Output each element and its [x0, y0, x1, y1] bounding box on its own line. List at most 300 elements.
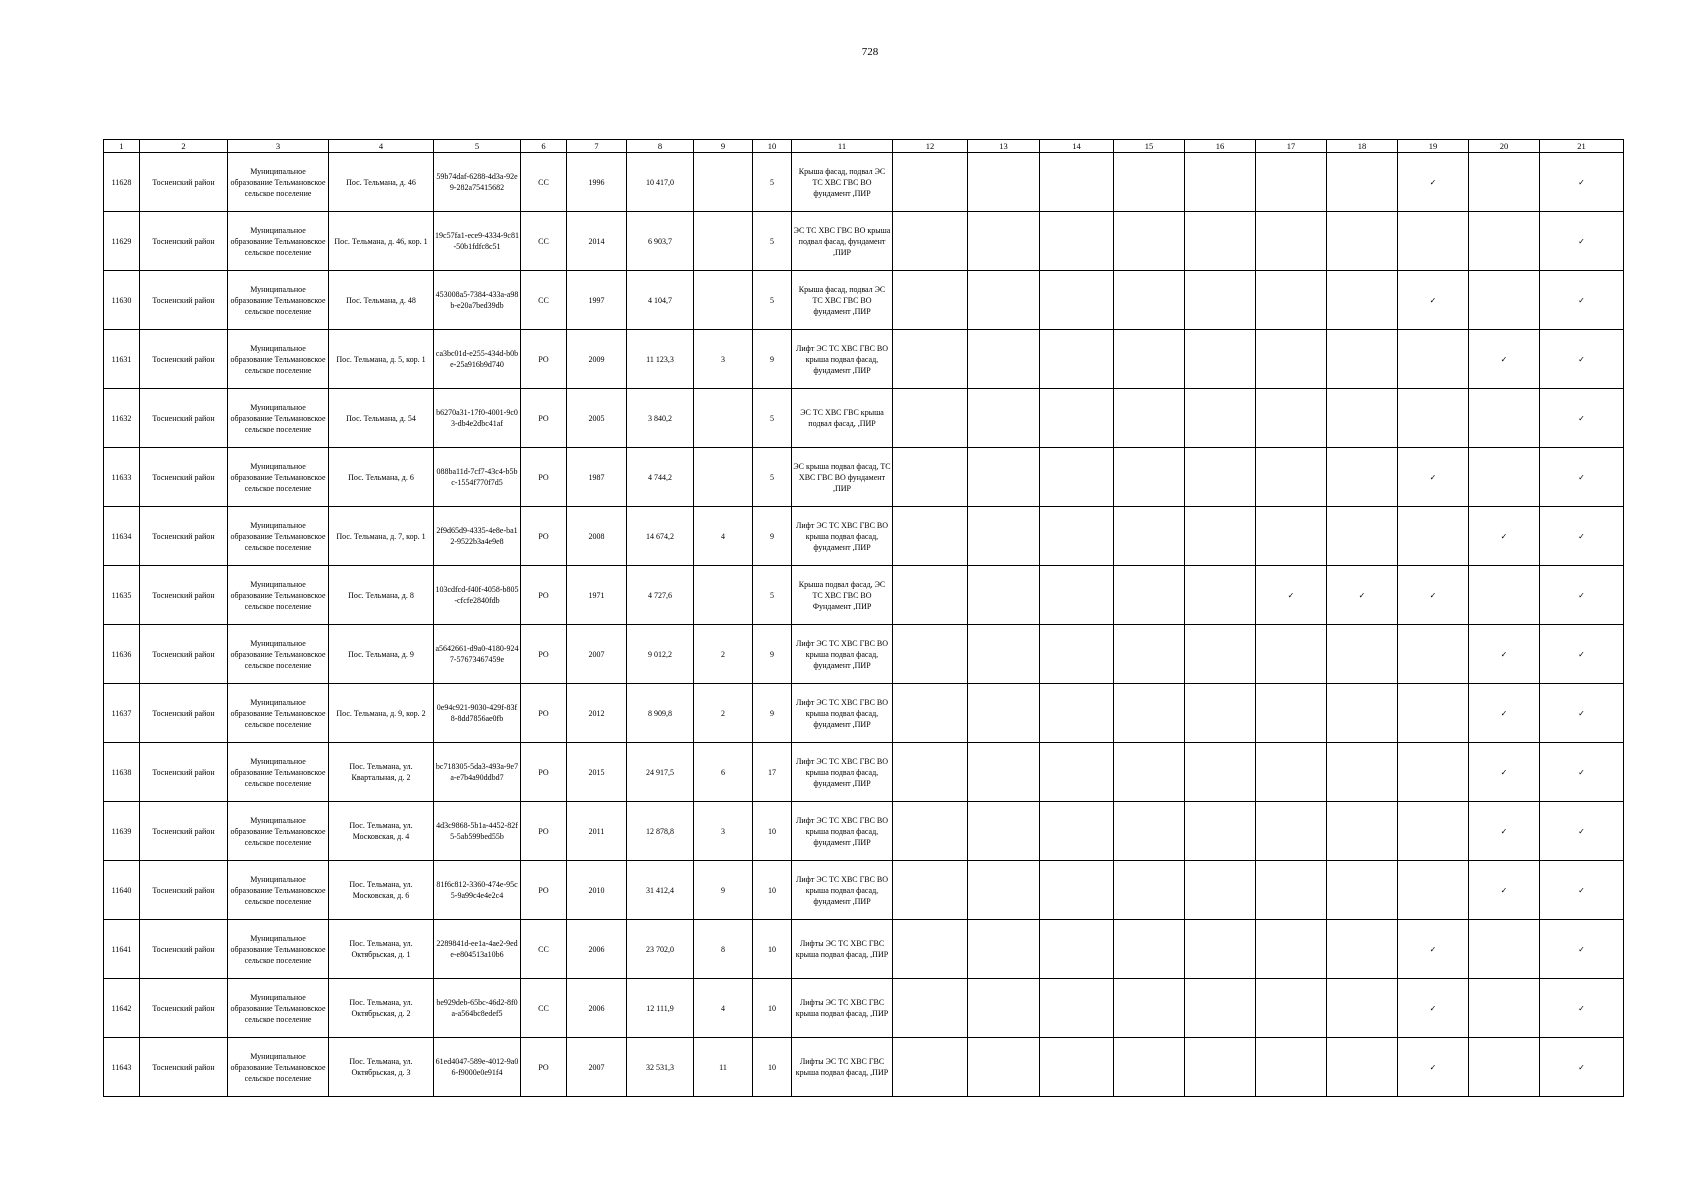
cell-col9 [694, 212, 753, 271]
cell-col20 [1469, 212, 1540, 271]
cell-col15 [1114, 684, 1185, 743]
cell-uid: 59b74daf-6288-4d3a-92e9-282a75415682 [434, 153, 521, 212]
cell-col14 [1040, 330, 1114, 389]
cell-col9: 6 [694, 743, 753, 802]
cell-col15 [1114, 566, 1185, 625]
check-mark-icon: ✓ [1540, 566, 1624, 625]
cell-col18 [1327, 743, 1398, 802]
cell-type: РО [521, 802, 567, 861]
cell-col14 [1040, 507, 1114, 566]
cell-col17 [1256, 271, 1327, 330]
cell-area: 6 903,7 [627, 212, 694, 271]
cell-type: РО [521, 330, 567, 389]
cell-address: Пос. Тельмана, д. 9 [329, 625, 434, 684]
cell-year: 1997 [567, 271, 627, 330]
cell-col20 [1469, 566, 1540, 625]
table-row [104, 684, 1624, 743]
cell-col14 [1040, 566, 1114, 625]
cell-col18 [1327, 153, 1398, 212]
cell-id: 11640 [104, 861, 140, 920]
cell-col15 [1114, 271, 1185, 330]
cell-col12 [893, 389, 968, 448]
cell-works: Лифт ЭС ТС ХВС ГВС ВО крыша подвал фасад, фундамент ,ПИР [792, 802, 893, 861]
cell-col16 [1185, 920, 1256, 979]
cell-municipality: Муниципальное образование Тельмановское сельское поселение [228, 448, 329, 507]
cell-col15 [1114, 861, 1185, 920]
cell-col17 [1256, 861, 1327, 920]
table-row [104, 1038, 1624, 1097]
cell-col13 [968, 625, 1040, 684]
cell-floors: 10 [753, 802, 792, 861]
cell-col14 [1040, 979, 1114, 1038]
cell-municipality: Муниципальное образование Тельмановское сельское поселение [228, 566, 329, 625]
cell-area: 12 878,8 [627, 802, 694, 861]
cell-col15 [1114, 507, 1185, 566]
cell-floors: 5 [753, 271, 792, 330]
cell-col17 [1256, 625, 1327, 684]
cell-id: 11638 [104, 743, 140, 802]
cell-works: ЭС ТС ХВС ГВС ВО крыша подвал фасад, фундамент ,ПИР [792, 212, 893, 271]
table-row [104, 743, 1624, 802]
cell-col19 [1398, 389, 1469, 448]
column-header: 7 [567, 140, 627, 153]
cell-area: 24 917,5 [627, 743, 694, 802]
cell-col9: 3 [694, 802, 753, 861]
cell-municipality: Муниципальное образование Тельмановское сельское поселение [228, 979, 329, 1038]
cell-floors: 17 [753, 743, 792, 802]
cell-floors: 9 [753, 330, 792, 389]
cell-uid: 61ed4047-589e-4012-9a06-f9000e0e91f4 [434, 1038, 521, 1097]
column-header: 13 [968, 140, 1040, 153]
cell-col13 [968, 212, 1040, 271]
cell-district: Тосненский район [140, 625, 228, 684]
cell-year: 1987 [567, 448, 627, 507]
cell-municipality: Муниципальное образование Тельмановское сельское поселение [228, 743, 329, 802]
cell-col18 [1327, 448, 1398, 507]
cell-floors: 5 [753, 389, 792, 448]
cell-col17 [1256, 920, 1327, 979]
cell-col14 [1040, 743, 1114, 802]
cell-col16 [1185, 448, 1256, 507]
cell-municipality: Муниципальное образование Тельмановское сельское поселение [228, 625, 329, 684]
column-header: 9 [694, 140, 753, 153]
cell-col20 [1469, 389, 1540, 448]
cell-works: Лифт ЭС ТС ХВС ГВС ВО крыша подвал фасад, фундамент ,ПИР [792, 743, 893, 802]
table-row [104, 979, 1624, 1038]
column-header: 8 [627, 140, 694, 153]
cell-col18 [1327, 625, 1398, 684]
cell-col20 [1469, 448, 1540, 507]
cell-district: Тосненский район [140, 448, 228, 507]
cell-col15 [1114, 330, 1185, 389]
cell-floors: 5 [753, 212, 792, 271]
cell-municipality: Муниципальное образование Тельмановское сельское поселение [228, 153, 329, 212]
cell-address: Пос. Тельмана, д. 7, кор. 1 [329, 507, 434, 566]
cell-type: РО [521, 389, 567, 448]
cell-col14 [1040, 389, 1114, 448]
table-row [104, 389, 1624, 448]
cell-col18 [1327, 389, 1398, 448]
cell-col9 [694, 566, 753, 625]
check-mark-icon: ✓ [1398, 566, 1469, 625]
cell-uid: a5642661-d9a0-4180-9247-57673467459e [434, 625, 521, 684]
cell-col13 [968, 684, 1040, 743]
cell-floors: 5 [753, 153, 792, 212]
cell-address: Пос. Тельмана, д. 46, кор. 1 [329, 212, 434, 271]
check-mark-icon: ✓ [1540, 448, 1624, 507]
cell-floors: 9 [753, 625, 792, 684]
cell-col20 [1469, 920, 1540, 979]
cell-address: Пос. Тельмана, д. 54 [329, 389, 434, 448]
cell-area: 14 674,2 [627, 507, 694, 566]
table-row [104, 802, 1624, 861]
cell-floors: 5 [753, 448, 792, 507]
column-header: 2 [140, 140, 228, 153]
cell-col16 [1185, 625, 1256, 684]
check-mark-icon: ✓ [1540, 802, 1624, 861]
cell-district: Тосненский район [140, 743, 228, 802]
cell-address: Пос. Тельмана, д. 5, кор. 1 [329, 330, 434, 389]
cell-works: Лифты ЭС ТС ХВС ГВС крыша подвал фасад, ,ПИР [792, 1038, 893, 1097]
cell-district: Тосненский район [140, 271, 228, 330]
cell-area: 11 123,3 [627, 330, 694, 389]
cell-id: 11632 [104, 389, 140, 448]
cell-col16 [1185, 743, 1256, 802]
cell-id: 11629 [104, 212, 140, 271]
cell-area: 31 412,4 [627, 861, 694, 920]
cell-address: Пос. Тельмана, д. 8 [329, 566, 434, 625]
cell-col14 [1040, 212, 1114, 271]
cell-col18 [1327, 212, 1398, 271]
cell-district: Тосненский район [140, 507, 228, 566]
cell-col12 [893, 802, 968, 861]
check-mark-icon: ✓ [1540, 389, 1624, 448]
cell-area: 32 531,3 [627, 1038, 694, 1097]
cell-uid: 453008a5-7384-433a-a98b-e20a7bed39db [434, 271, 521, 330]
cell-address: Пос. Тельмана, ул. Октябрьская, д. 1 [329, 920, 434, 979]
cell-address: Пос. Тельмана, д. 9, кор. 2 [329, 684, 434, 743]
cell-type: СС [521, 212, 567, 271]
cell-year: 2015 [567, 743, 627, 802]
cell-municipality: Муниципальное образование Тельмановское сельское поселение [228, 1038, 329, 1097]
column-header: 15 [1114, 140, 1185, 153]
cell-district: Тосненский район [140, 920, 228, 979]
check-mark-icon: ✓ [1469, 625, 1540, 684]
table-body [104, 153, 1624, 1097]
column-header: 4 [329, 140, 434, 153]
check-mark-icon: ✓ [1540, 1038, 1624, 1097]
check-mark-icon: ✓ [1540, 684, 1624, 743]
cell-works: Лифты ЭС ТС ХВС ГВС крыша подвал фасад, ,ПИР [792, 920, 893, 979]
cell-col12 [893, 448, 968, 507]
cell-col17 [1256, 153, 1327, 212]
check-mark-icon: ✓ [1540, 625, 1624, 684]
cell-year: 2008 [567, 507, 627, 566]
cell-uid: b6270a31-17f0-4001-9c03-db4e2dbc41af [434, 389, 521, 448]
check-mark-icon: ✓ [1398, 979, 1469, 1038]
cell-municipality: Муниципальное образование Тельмановское сельское поселение [228, 802, 329, 861]
cell-col16 [1185, 271, 1256, 330]
check-mark-icon: ✓ [1540, 507, 1624, 566]
cell-year: 2009 [567, 330, 627, 389]
check-mark-icon: ✓ [1327, 566, 1398, 625]
cell-floors: 10 [753, 979, 792, 1038]
cell-works: Крыша подвал фасад, ЭС ТС ХВС ГВС ВО Фундамент ,ПИР [792, 566, 893, 625]
cell-col13 [968, 507, 1040, 566]
cell-col13 [968, 271, 1040, 330]
cell-year: 2006 [567, 979, 627, 1038]
cell-col9: 3 [694, 330, 753, 389]
cell-municipality: Муниципальное образование Тельмановское сельское поселение [228, 507, 329, 566]
cell-type: РО [521, 566, 567, 625]
cell-address: Пос. Тельмана, ул. Московская, д. 4 [329, 802, 434, 861]
check-mark-icon: ✓ [1398, 448, 1469, 507]
cell-municipality: Муниципальное образование Тельмановское сельское поселение [228, 861, 329, 920]
column-header: 1 [104, 140, 140, 153]
cell-col18 [1327, 330, 1398, 389]
cell-col14 [1040, 271, 1114, 330]
cell-district: Тосненский район [140, 979, 228, 1038]
cell-type: СС [521, 920, 567, 979]
table-row [104, 448, 1624, 507]
cell-col13 [968, 330, 1040, 389]
column-header: 21 [1540, 140, 1624, 153]
check-mark-icon: ✓ [1540, 271, 1624, 330]
cell-municipality: Муниципальное образование Тельмановское сельское поселение [228, 212, 329, 271]
cell-uid: 088ba11d-7cf7-43c4-b5bc-1554f770f7d5 [434, 448, 521, 507]
cell-col19 [1398, 330, 1469, 389]
cell-col17 [1256, 743, 1327, 802]
cell-col18 [1327, 271, 1398, 330]
cell-works: Лифт ЭС ТС ХВС ГВС ВО крыша подвал фасад, фундамент ,ПИР [792, 330, 893, 389]
cell-area: 3 840,2 [627, 389, 694, 448]
check-mark-icon: ✓ [1469, 802, 1540, 861]
cell-id: 11637 [104, 684, 140, 743]
cell-works: Крыша фасад, подвал ЭС ТС ХВС ГВС ВО фундамент ,ПИР [792, 271, 893, 330]
cell-col14 [1040, 920, 1114, 979]
cell-col9: 4 [694, 507, 753, 566]
cell-works: Крыша фасад, подвал ЭС ТС ХВС ГВС ВО фундамент ,ПИР [792, 153, 893, 212]
cell-district: Тосненский район [140, 153, 228, 212]
cell-col14 [1040, 1038, 1114, 1097]
cell-col16 [1185, 979, 1256, 1038]
cell-uid: 103cdfcd-f40f-4058-b805-cfcfe2840fdb [434, 566, 521, 625]
cell-type: РО [521, 448, 567, 507]
cell-col14 [1040, 625, 1114, 684]
cell-col9 [694, 271, 753, 330]
cell-id: 11641 [104, 920, 140, 979]
check-mark-icon: ✓ [1540, 861, 1624, 920]
cell-type: СС [521, 979, 567, 1038]
cell-floors: 5 [753, 566, 792, 625]
cell-col16 [1185, 212, 1256, 271]
cell-col15 [1114, 448, 1185, 507]
cell-col19 [1398, 861, 1469, 920]
cell-col13 [968, 802, 1040, 861]
cell-col15 [1114, 920, 1185, 979]
check-mark-icon: ✓ [1540, 920, 1624, 979]
cell-area: 23 702,0 [627, 920, 694, 979]
check-mark-icon: ✓ [1256, 566, 1327, 625]
cell-col12 [893, 861, 968, 920]
check-mark-icon: ✓ [1469, 743, 1540, 802]
cell-address: Пос. Тельмана, д. 48 [329, 271, 434, 330]
cell-col13 [968, 1038, 1040, 1097]
cell-col12 [893, 507, 968, 566]
cell-works: Лифты ЭС ТС ХВС ГВС крыша подвал фасад, ,ПИР [792, 979, 893, 1038]
housing-registry-table [103, 139, 1624, 1097]
cell-uid: 4d3c9868-5b1a-4452-82f5-5ab599bed55b [434, 802, 521, 861]
cell-works: ЭС крыша подвал фасад, ТС ХВС ГВС ВО фундамент ,ПИР [792, 448, 893, 507]
cell-district: Тосненский район [140, 802, 228, 861]
cell-area: 4 727,6 [627, 566, 694, 625]
cell-col17 [1256, 684, 1327, 743]
cell-col17 [1256, 448, 1327, 507]
cell-id: 11643 [104, 1038, 140, 1097]
cell-col16 [1185, 389, 1256, 448]
column-header: 10 [753, 140, 792, 153]
cell-col12 [893, 625, 968, 684]
cell-floors: 10 [753, 861, 792, 920]
column-header: 5 [434, 140, 521, 153]
cell-year: 2007 [567, 1038, 627, 1097]
cell-col13 [968, 979, 1040, 1038]
cell-id: 11639 [104, 802, 140, 861]
cell-col16 [1185, 153, 1256, 212]
cell-col14 [1040, 861, 1114, 920]
cell-uid: bc718305-5da3-493a-9e7a-e7b4a90ddbd7 [434, 743, 521, 802]
cell-address: Пос. Тельмана, д. 46 [329, 153, 434, 212]
cell-type: СС [521, 271, 567, 330]
cell-col9: 2 [694, 684, 753, 743]
cell-col13 [968, 861, 1040, 920]
cell-col9: 2 [694, 625, 753, 684]
column-header: 16 [1185, 140, 1256, 153]
cell-col17 [1256, 507, 1327, 566]
table-row [104, 153, 1624, 212]
cell-col18 [1327, 1038, 1398, 1097]
cell-col12 [893, 271, 968, 330]
cell-district: Тосненский район [140, 212, 228, 271]
cell-col18 [1327, 802, 1398, 861]
cell-year: 2005 [567, 389, 627, 448]
cell-uid: be929deb-65bc-46d2-8f0a-a564bc8edef5 [434, 979, 521, 1038]
column-header: 14 [1040, 140, 1114, 153]
cell-col19 [1398, 684, 1469, 743]
cell-floors: 9 [753, 684, 792, 743]
cell-col9 [694, 153, 753, 212]
column-header: 18 [1327, 140, 1398, 153]
cell-col18 [1327, 507, 1398, 566]
cell-col16 [1185, 330, 1256, 389]
cell-col13 [968, 153, 1040, 212]
cell-address: Пос. Тельмана, д. 6 [329, 448, 434, 507]
column-header: 19 [1398, 140, 1469, 153]
table-header [104, 140, 1624, 153]
cell-col19 [1398, 625, 1469, 684]
cell-municipality: Муниципальное образование Тельмановское сельское поселение [228, 389, 329, 448]
check-mark-icon: ✓ [1398, 271, 1469, 330]
cell-type: РО [521, 684, 567, 743]
cell-col19 [1398, 743, 1469, 802]
cell-district: Тосненский район [140, 330, 228, 389]
cell-col15 [1114, 979, 1185, 1038]
check-mark-icon: ✓ [1540, 979, 1624, 1038]
check-mark-icon: ✓ [1540, 330, 1624, 389]
cell-col12 [893, 979, 968, 1038]
cell-id: 11634 [104, 507, 140, 566]
cell-col13 [968, 566, 1040, 625]
check-mark-icon: ✓ [1540, 212, 1624, 271]
column-header: 20 [1469, 140, 1540, 153]
cell-id: 11636 [104, 625, 140, 684]
cell-col15 [1114, 1038, 1185, 1097]
cell-col18 [1327, 979, 1398, 1038]
cell-uid: 2289841d-ee1a-4ae2-9ede-e804513a10b6 [434, 920, 521, 979]
table-row [104, 566, 1624, 625]
cell-col17 [1256, 979, 1327, 1038]
cell-type: РО [521, 625, 567, 684]
cell-year: 1971 [567, 566, 627, 625]
cell-col19 [1398, 507, 1469, 566]
cell-col20 [1469, 979, 1540, 1038]
cell-col15 [1114, 802, 1185, 861]
cell-year: 2011 [567, 802, 627, 861]
cell-col12 [893, 684, 968, 743]
cell-col17 [1256, 389, 1327, 448]
cell-type: РО [521, 1038, 567, 1097]
cell-col12 [893, 566, 968, 625]
table-row [104, 271, 1624, 330]
cell-col20 [1469, 153, 1540, 212]
cell-works: Лифт ЭС ТС ХВС ГВС ВО крыша подвал фасад, фундамент ,ПИР [792, 684, 893, 743]
cell-col17 [1256, 802, 1327, 861]
cell-works: Лифт ЭС ТС ХВС ГВС ВО крыша подвал фасад, фундамент ,ПИР [792, 507, 893, 566]
table-row [104, 625, 1624, 684]
cell-address: Пос. Тельмана, ул. Октябрьская, д. 3 [329, 1038, 434, 1097]
cell-col18 [1327, 920, 1398, 979]
table-row [104, 920, 1624, 979]
column-header: 12 [893, 140, 968, 153]
cell-address: Пос. Тельмана, ул. Октябрьская, д. 2 [329, 979, 434, 1038]
cell-year: 2007 [567, 625, 627, 684]
cell-year: 2006 [567, 920, 627, 979]
cell-works: Лифт ЭС ТС ХВС ГВС ВО крыша подвал фасад, фундамент ,ПИР [792, 861, 893, 920]
cell-municipality: Муниципальное образование Тельмановское сельское поселение [228, 330, 329, 389]
cell-col9: 8 [694, 920, 753, 979]
cell-col12 [893, 920, 968, 979]
cell-area: 8 909,8 [627, 684, 694, 743]
check-mark-icon: ✓ [1398, 1038, 1469, 1097]
cell-col15 [1114, 389, 1185, 448]
cell-floors: 10 [753, 1038, 792, 1097]
cell-col14 [1040, 684, 1114, 743]
cell-col16 [1185, 684, 1256, 743]
cell-col14 [1040, 802, 1114, 861]
cell-col17 [1256, 330, 1327, 389]
cell-works: ЭС ТС ХВС ГВС крыша подвал фасад, ,ПИР [792, 389, 893, 448]
cell-id: 11642 [104, 979, 140, 1038]
column-header: 17 [1256, 140, 1327, 153]
cell-area: 12 111,9 [627, 979, 694, 1038]
cell-year: 2010 [567, 861, 627, 920]
column-header: 11 [792, 140, 893, 153]
cell-col15 [1114, 153, 1185, 212]
check-mark-icon: ✓ [1469, 330, 1540, 389]
cell-col12 [893, 743, 968, 802]
cell-municipality: Муниципальное образование Тельмановское сельское поселение [228, 684, 329, 743]
cell-id: 11635 [104, 566, 140, 625]
